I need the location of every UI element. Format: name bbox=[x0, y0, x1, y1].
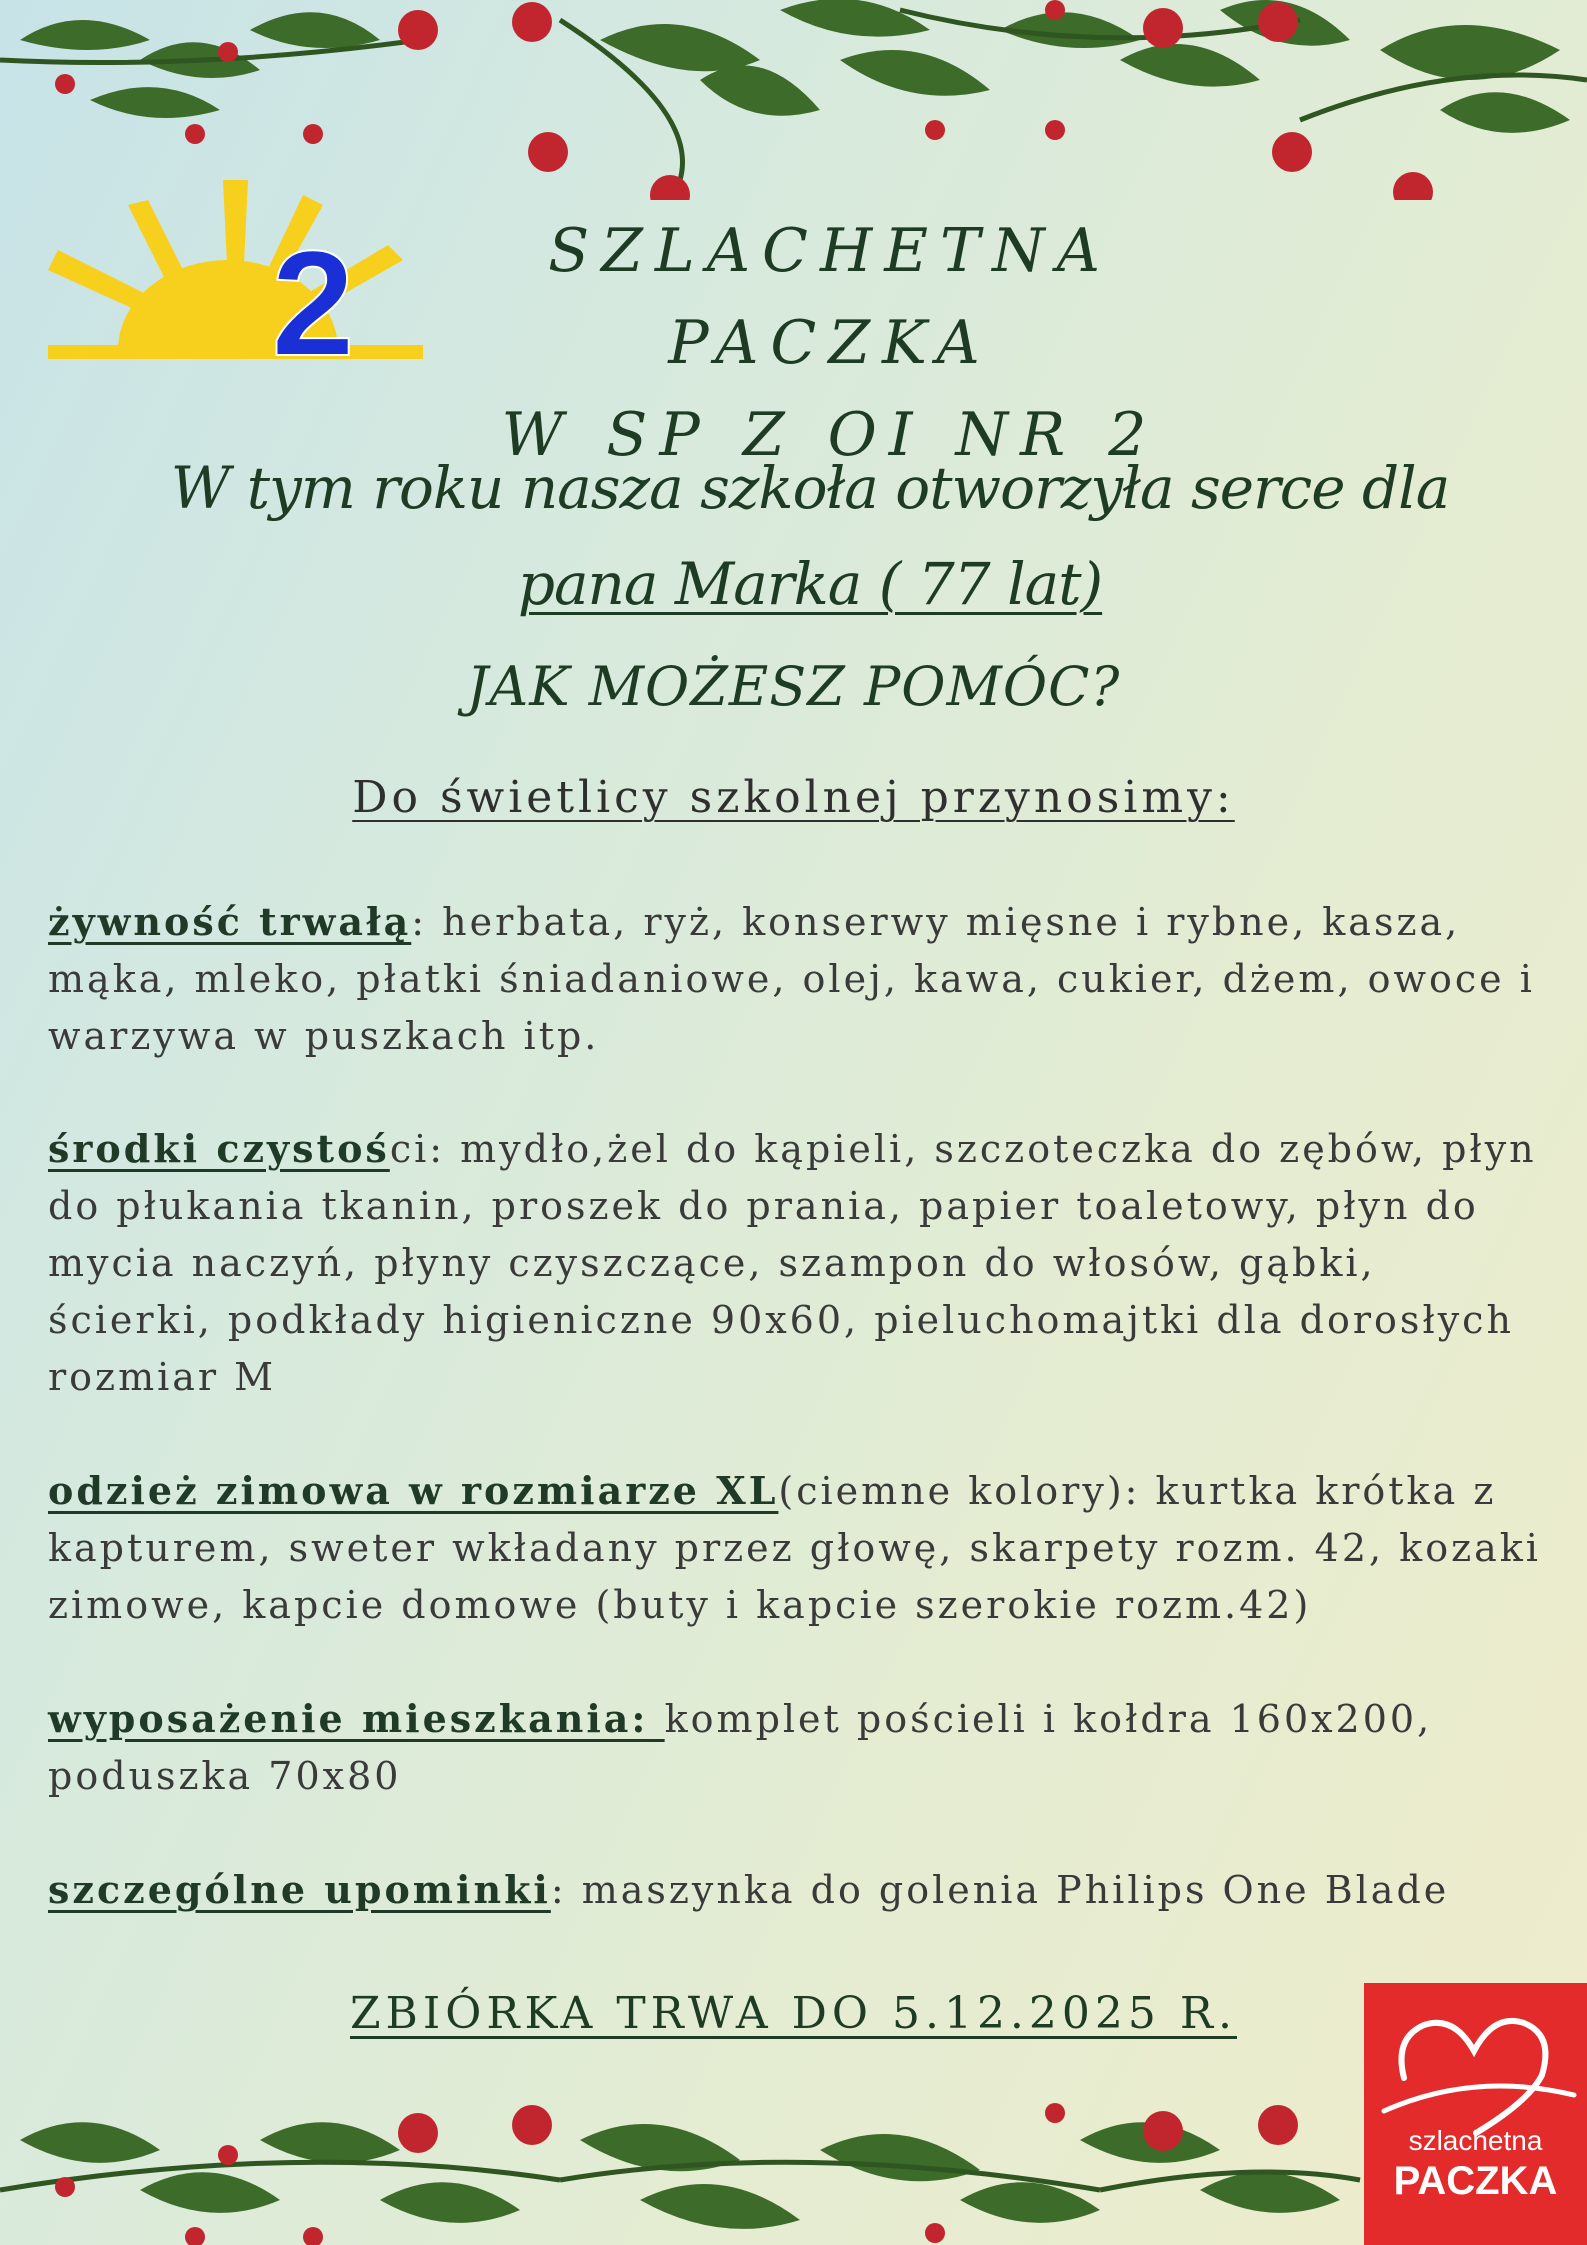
section-food-label: żywność trwałą bbox=[48, 899, 412, 944]
section-clothing-label: odzież zimowa w rozmiarze XL bbox=[48, 1468, 779, 1513]
headline bbox=[100, 440, 1520, 632]
holly-berries-bottom bbox=[55, 2103, 1298, 2245]
holly-leaves-bottom bbox=[20, 2122, 1340, 2229]
section-household-label: wyposażenie mieszkania: bbox=[48, 1696, 665, 1741]
badge-line-1: szlachetna bbox=[1408, 2125, 1543, 2156]
section-household bbox=[48, 1690, 1548, 1805]
deadline-notice: ZBIÓRKA TRWA DO 5.12.2025 R. bbox=[349, 1988, 1237, 2039]
school-number: 2 bbox=[271, 219, 355, 375]
section-food bbox=[48, 893, 1548, 1065]
section-clothing-text: (ciemne kolory): kurtka krótka z kapturem, sweter wkładany przez głowę, skarpety rozm. 42, kozaki zimowe, kapcie domowe (buty i kapcie szerokie rozm.42) bbox=[48, 1469, 1541, 1627]
title-line-1: SZLACHETNA PACZKA bbox=[548, 216, 1112, 378]
section-gifts bbox=[48, 1861, 1548, 1919]
headline-line-2: pana Marka ( 77 lat) bbox=[517, 550, 1103, 618]
section-household-text: komplet pościeli i kołdra 160x200, poduszka 70x80 bbox=[48, 1697, 1433, 1798]
holly-garland-bottom bbox=[0, 2080, 1587, 2245]
szlachetna-paczka-logo bbox=[1364, 1983, 1587, 2245]
section-food-text: : herbata, ryż, konserwy mięsne i rybne, kasza, mąka, mleko, płatki śniadaniowe, olej, kawa, cukier, dżem, owoce i warzywa w puszkach itp. bbox=[48, 900, 1535, 1058]
section-gifts-label: szczególne upominki bbox=[48, 1867, 551, 1912]
section-cleaning-label: środki czystoś bbox=[48, 1126, 390, 1171]
collection-subhead: Do świetlicy szkolnej przynosimy: bbox=[352, 772, 1235, 823]
school-logo-sun bbox=[48, 175, 428, 375]
badge-line-2: PACZKA bbox=[1393, 2159, 1558, 2203]
section-clothing bbox=[48, 1462, 1548, 1634]
title-line-2: W SP Z OI NR 2 bbox=[501, 400, 1159, 470]
section-cleaning bbox=[48, 1120, 1548, 1406]
section-gifts-text: : maszynka do golenia Philips One Blade bbox=[550, 1868, 1450, 1912]
holly-garland-top bbox=[0, 0, 1587, 200]
help-question: JAK MOŻESZ POMÓC? bbox=[466, 655, 1121, 718]
holly-leaves-top bbox=[20, 0, 1570, 133]
section-cleaning-text: ci: mydło,żel do kąpieli, szczoteczka do zębów, płyn do płukania tkanin, proszek do prania, papier toaletowy, płyn do mycia naczyń, płyny czyszczące, szampon do włosów, gąbki, ścierki, podkłady higieniczne 90x60, pieluchomajtki dla dorosłych rozmiar M bbox=[48, 1127, 1537, 1399]
headline-line-1: W tym roku nasza szkoła otworzyła serce dla bbox=[170, 454, 1450, 522]
heart-ribbon-icon bbox=[1364, 1983, 1587, 2143]
